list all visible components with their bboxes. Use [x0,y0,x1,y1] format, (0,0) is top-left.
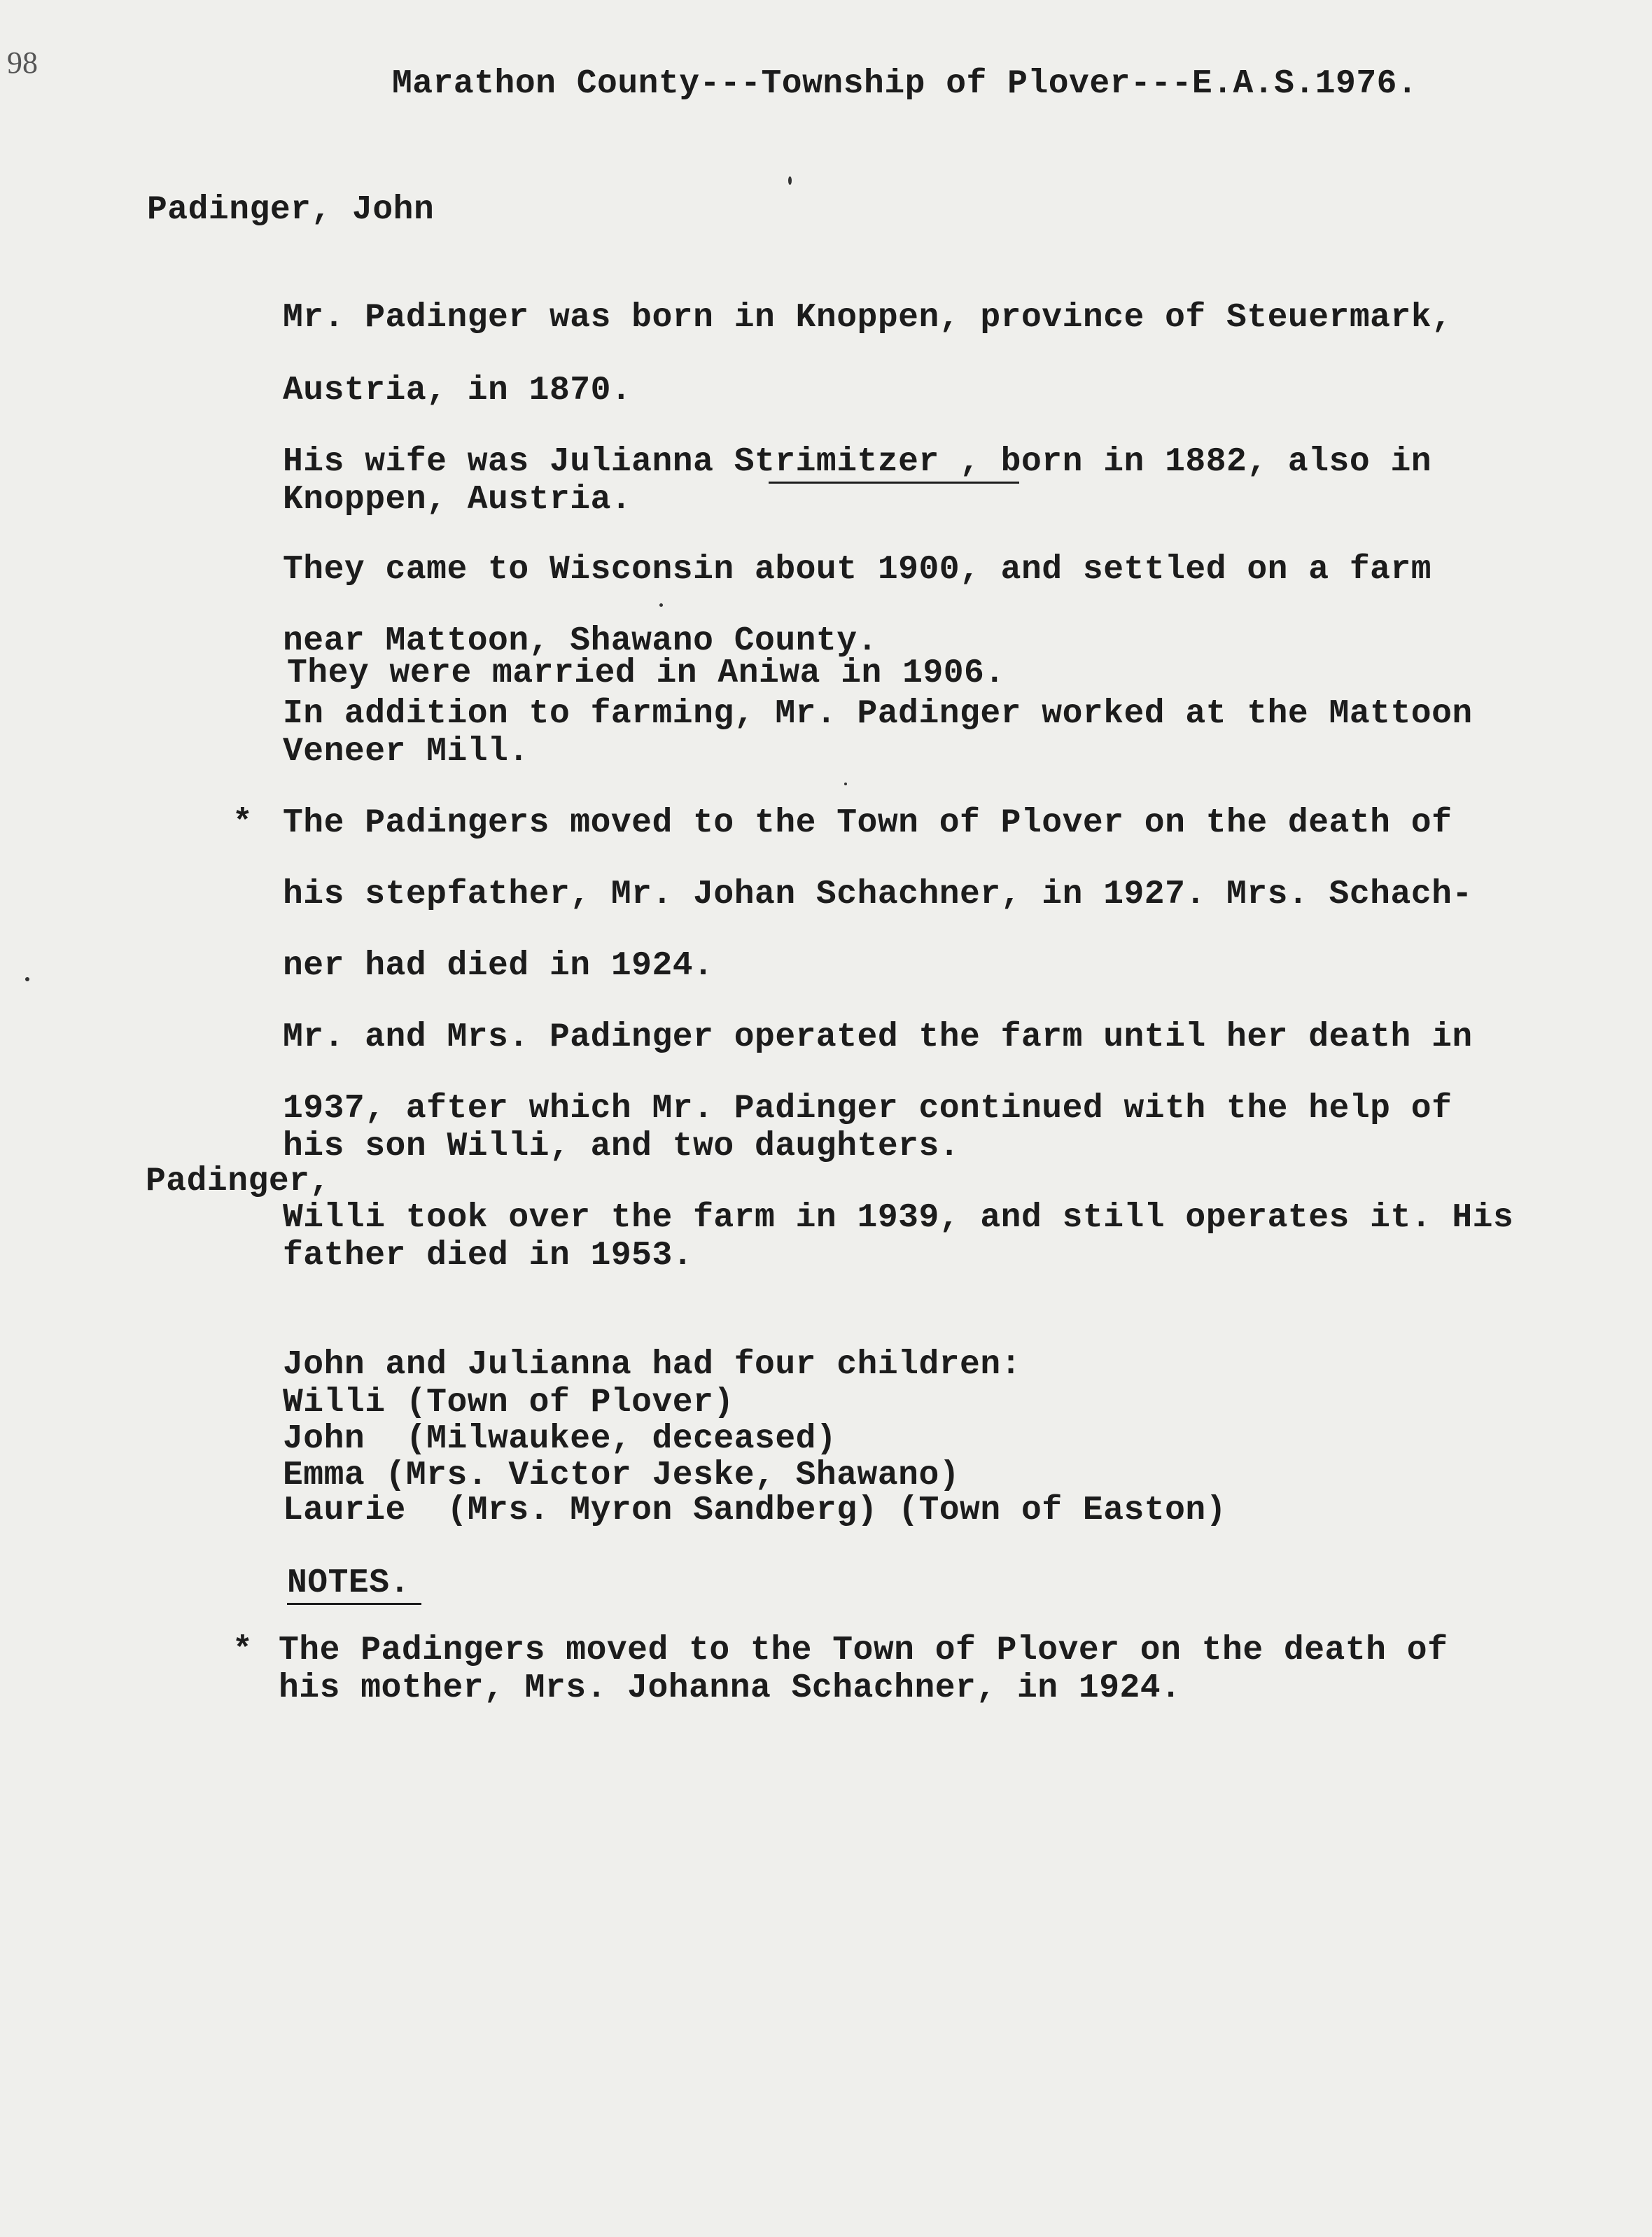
paragraph-line: Knoppen, Austria. [283,481,632,519]
paragraph-line: his stepfather, Mr. Johan Schachner, in 1927. Mrs. Schach- [283,876,1473,913]
asterisk: * [232,1632,253,1669]
underline [769,482,1019,484]
stray-mark [788,176,792,185]
stray-mark [659,603,663,607]
paragraph-line: They came to Wisconsin about 1900, and settled on a farm [283,551,1432,589]
paragraph-line: Willi took over the farm in 1939, and still operates it. His [283,1199,1514,1237]
stray-mark [844,783,847,785]
paragraph-line: The Padingers moved to the Town of Plover on the death of [283,804,1452,842]
page-number: 98 [7,45,38,80]
child-entry: Laurie (Mrs. Myron Sandberg) (Town of Easton) [283,1492,1227,1529]
asterisk: * [232,804,253,842]
document-header: Marathon County---Township of Plover---E.A.S.1976. [392,65,1418,103]
paragraph-line: His wife was Julianna Strimitzer , born in 1882, also in [283,443,1432,481]
paragraph-line: near Mattoon, Shawano County. [283,622,878,660]
underline [287,1603,421,1605]
subject-name: Padinger, John [147,191,435,229]
paragraph-line: his son Willi, and two daughters. [283,1128,960,1165]
child-entry: John (Milwaukee, deceased) [283,1420,837,1458]
paragraph-line: 1937, after which Mr. Padinger continued with the help of [283,1090,1452,1128]
paragraph-line: ner had died in 1924. [283,947,714,985]
paragraph-line: Veneer Mill. [283,733,529,771]
margin-name: Padinger, [146,1163,330,1200]
note-line: his mother, Mrs. Johanna Schachner, in 1924. [279,1669,1182,1707]
paragraph-line: Mr. and Mrs. Padinger operated the farm until her death in [283,1018,1473,1056]
child-entry: Willi (Town of Plover) [283,1384,734,1422]
notes-heading: NOTES. [287,1564,410,1602]
paragraph-line: Mr. Padinger was born in Knoppen, province of Steuermark, [283,299,1452,337]
paragraph-line: They were married in Aniwa in 1906. [287,654,1005,692]
children-intro: John and Julianna had four children: [283,1346,1021,1384]
paragraph-line: father died in 1953. [283,1237,694,1275]
paragraph-line: In addition to farming, Mr. Padinger worked at the Mattoon [283,695,1473,733]
note-line: The Padingers moved to the Town of Plover on the death of [279,1632,1448,1669]
child-entry: Emma (Mrs. Victor Jeske, Shawano) [283,1457,960,1494]
paragraph-line: Austria, in 1870. [283,372,632,409]
stray-mark [25,977,29,981]
